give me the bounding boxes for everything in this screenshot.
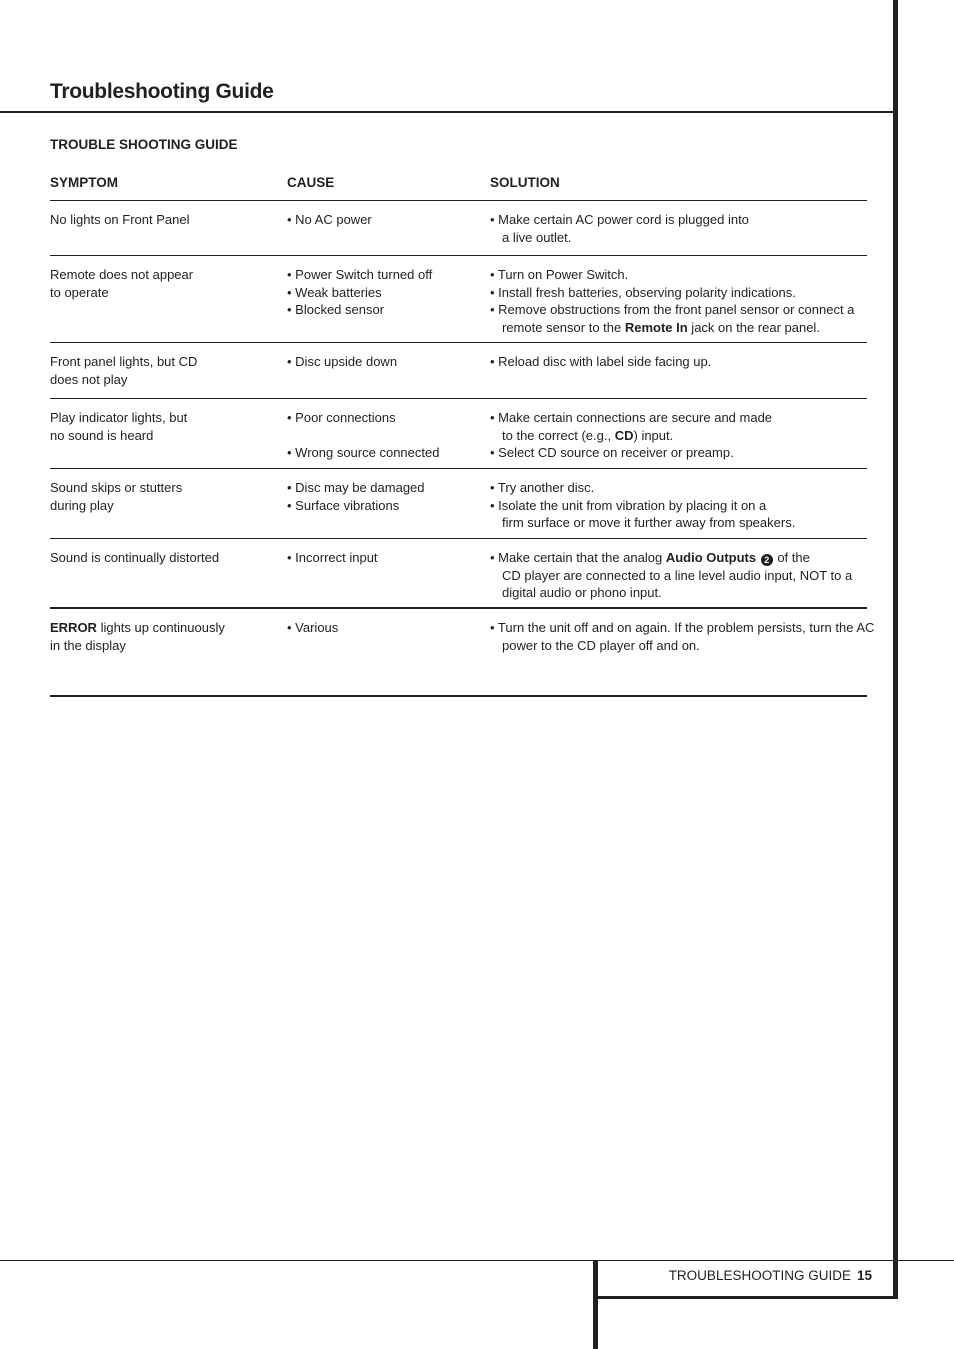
solution-line: • Install fresh batteries, observing polarity indications.: [490, 284, 796, 300]
solution-text: • Make certain that the analog: [490, 550, 666, 565]
symptom-line: to operate: [50, 284, 109, 300]
symptom-line: No lights on Front Panel: [50, 212, 190, 227]
audio-outputs-label: Audio Outputs: [665, 550, 757, 565]
cause-cell: [287, 549, 490, 607]
table-row: [50, 201, 867, 256]
section-heading: TROUBLE SHOOTING GUIDE: [50, 137, 238, 152]
cause-line: • Wrong source connected: [287, 445, 440, 461]
table-row: [50, 256, 867, 343]
cause-line: • Disc upside down: [287, 354, 398, 369]
symptom-line: [50, 619, 287, 637]
solution-line: • Turn the unit off and on again. If the problem persists, turn the AC: [490, 620, 875, 635]
symptom-line: does not play: [50, 371, 128, 387]
cause-cell: [287, 353, 490, 398]
solution-line: • Make certain AC power cord is plugged into: [490, 212, 749, 227]
solution-line: digital audio or phono input.: [502, 585, 662, 601]
symptom-line: Remote does not appear: [50, 267, 194, 282]
solution-cell: [490, 549, 867, 607]
symptom-cell: [50, 266, 287, 342]
solution-line: [490, 427, 867, 445]
solution-cell: [490, 211, 867, 255]
header-solution: SOLUTION: [490, 175, 560, 190]
solution-line: • Select CD source on receiver or preamp.: [490, 445, 734, 461]
solution-text: of the: [773, 550, 810, 565]
right-edge-bar: [893, 0, 898, 1299]
cause-line: • Blocked sensor: [287, 302, 385, 318]
header-symptom: SYMPTOM: [50, 175, 119, 190]
header-cause: CAUSE: [287, 175, 335, 190]
solution-line: firm surface or move it further away from speakers.: [502, 515, 796, 531]
solution-line: a live outlet.: [502, 229, 572, 245]
cause-line: • Weak batteries: [287, 284, 382, 300]
cause-cell: [287, 211, 490, 255]
footer-rule: [0, 1260, 954, 1261]
table-row: [50, 469, 867, 539]
table-header-row: [50, 174, 867, 201]
troubleshooting-table: [50, 174, 875, 697]
title-rule: [0, 111, 897, 113]
symptom-text: lights up continuously: [96, 620, 225, 635]
solution-line: [490, 549, 867, 567]
symptom-cell: [50, 479, 287, 538]
footer-section: TROUBLESHOOTING GUIDE: [668, 1268, 851, 1283]
solution-line: • Make certain connections are secure and made: [490, 410, 773, 425]
cause-line: • Various: [287, 620, 339, 635]
cause-line: • Poor connections: [287, 410, 396, 425]
solution-text: remote sensor to the: [502, 319, 625, 335]
cause-line: • Disc may be damaged: [287, 480, 425, 495]
symptom-line: no sound is heard: [50, 427, 154, 443]
symptom-line: during play: [50, 497, 114, 513]
symptom-line: in the display: [50, 637, 126, 653]
symptom-line: Front panel lights, but CD: [50, 354, 198, 369]
table-row: [50, 399, 867, 469]
solution-cell: [490, 266, 867, 342]
solution-line: • Reload disc with label side facing up.: [490, 354, 712, 369]
symptom-line: Sound is continually distorted: [50, 550, 220, 565]
solution-line: • Remove obstructions from the front panel sensor or connect a: [490, 302, 855, 318]
page-number: 15: [856, 1268, 872, 1283]
footer-vertical-bar: [593, 1260, 598, 1349]
symptom-cell: [50, 211, 287, 255]
cause-line: • Surface vibrations: [287, 497, 400, 513]
symptom-line: Sound skips or stutters: [50, 480, 183, 495]
solution-cell: [490, 479, 867, 538]
cause-cell: [287, 479, 490, 538]
footer-box-rule: [593, 1296, 898, 1299]
cause-line: • No AC power: [287, 212, 372, 227]
table-row: [50, 343, 867, 399]
cause-cell: [287, 619, 490, 695]
cause-line: • Incorrect input: [287, 550, 378, 565]
cd-input-label: CD: [614, 427, 634, 443]
solution-line: CD player are connected to a line level audio input, NOT to a: [502, 567, 853, 583]
symptom-cell: [50, 549, 287, 607]
solution-line: power to the CD player off and on.: [502, 637, 700, 653]
cause-cell: [287, 409, 490, 468]
solution-line: • Try another disc.: [490, 480, 595, 495]
solution-line: • Turn on Power Switch.: [490, 267, 629, 282]
remote-in-label: Remote In: [624, 319, 688, 335]
table-row: [50, 539, 867, 609]
table-row: [50, 609, 875, 697]
solution-cell: [490, 353, 867, 398]
solution-text: jack on the rear panel.: [687, 319, 820, 335]
cause-line: • Power Switch turned off: [287, 267, 433, 282]
symptom-line: Play indicator lights, but: [50, 410, 188, 425]
callout-number-icon: 2: [761, 554, 773, 566]
error-label: ERROR: [50, 620, 97, 635]
symptom-cell: [50, 353, 287, 398]
symptom-cell: [50, 409, 287, 468]
symptom-cell: [50, 619, 287, 695]
solution-line: [490, 319, 867, 337]
page-title: Troubleshooting Guide: [50, 80, 274, 103]
solution-text: ) input.: [633, 427, 674, 443]
cause-cell: [287, 266, 490, 342]
solution-line: • Isolate the unit from vibration by placing it on a: [490, 497, 767, 513]
solution-cell: [490, 619, 874, 695]
solution-cell: [490, 409, 867, 468]
solution-text: to the correct (e.g.,: [502, 427, 615, 443]
footer-label: [669, 1268, 872, 1283]
